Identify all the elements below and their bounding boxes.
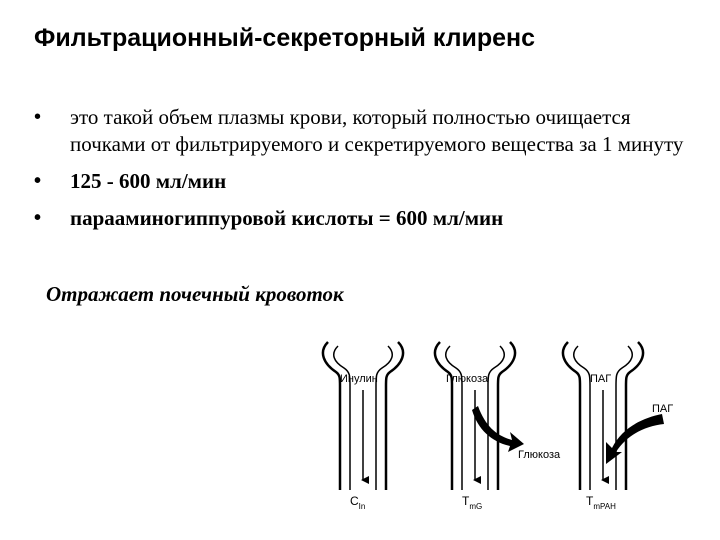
tubule-label: Глюкоза (446, 373, 489, 385)
clearance-symbol: $C_{In}$ (350, 494, 366, 511)
bullet-item-pah (32, 205, 692, 232)
renal-blood-flow-note: Отражает почечный кровоток (46, 282, 344, 306)
glucose-exit-label: Глюкоза (518, 449, 561, 461)
bullet-text: это такой объем плазмы крови, который полностью очищается почками от фильтрируемого и секретируемого вещества за 1 минуту (70, 105, 684, 156)
secretion-arrow-icon (606, 414, 664, 464)
bullet-item-definition (32, 104, 692, 158)
bullet-text: 125 - 600 мл/мин (70, 169, 227, 193)
slide-title: Фильтрационный-секреторный клиренс (34, 24, 536, 52)
transport-max-symbol: $T_{mPAH}$ (586, 494, 616, 511)
bullet-item-range (32, 168, 692, 195)
bullet-dot-icon: • (34, 106, 42, 128)
tubule-glucose (435, 342, 561, 511)
pah-enter-label: ПАГ (652, 403, 674, 415)
transport-max-symbol: $T_{mG}$ (462, 494, 483, 511)
tubule-pah (563, 342, 673, 511)
bullet-text: парааминогиппуровой кислоты = 600 мл/мин (70, 206, 504, 230)
tubule-clearance-diagram (310, 330, 710, 530)
tubule-label: ПАГ (590, 373, 612, 385)
bullet-list (32, 104, 692, 232)
tubule-inulin (323, 342, 403, 511)
bullet-dot-icon: • (34, 170, 42, 192)
bullet-dot-icon: • (34, 207, 42, 229)
tubule-label: Инулин (340, 373, 378, 385)
